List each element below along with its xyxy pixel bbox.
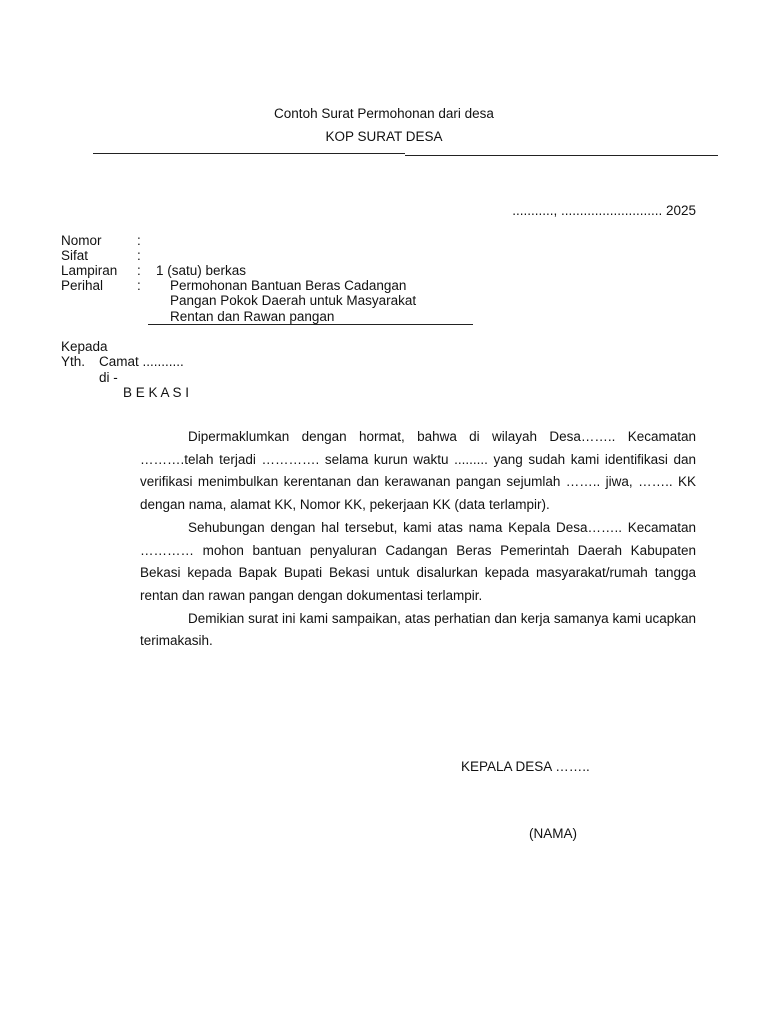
date-line: ..........., ........................... 2025 — [512, 203, 696, 218]
letterhead-rule-left — [93, 153, 405, 154]
document-caption: Contoh Surat Permohonan dari desa — [274, 106, 494, 121]
lampiran-value: 1 (satu) berkas — [156, 263, 247, 278]
perihal-underline — [148, 324, 473, 325]
nomor-label: Nomor — [61, 233, 102, 248]
letterhead-title: KOP SURAT DESA — [325, 129, 443, 144]
nomor-colon: : — [137, 233, 141, 248]
sifat-label: Sifat — [61, 248, 89, 263]
perihal-label: Perihal — [61, 278, 104, 293]
letter-body — [140, 426, 696, 653]
signature-title: KEPALA DESA …….. — [461, 759, 590, 774]
letterhead-rule-right — [405, 155, 718, 156]
perihal-colon: : — [137, 278, 141, 293]
lampiran-colon: : — [137, 263, 141, 278]
kepada-label: Kepada — [61, 339, 108, 354]
body-paragraph-3: Demikian surat ini kami sampaikan, atas perhatian dan kerja samanya kami ucapkan terimakasih. — [140, 610, 696, 649]
city-line: B E K A S I — [123, 385, 190, 400]
perihal-line-1: Permohonan Bantuan Beras Cadangan — [170, 278, 407, 293]
body-paragraph-2: Sehubungan dengan hal tersebut, kami atas nama Kepala Desa…….. Kecamatan ………… mohon bantuan penyaluran Cadangan Beras Pemerintah Daerah Kabupaten Bekasi kepada Bapak Bupati Bekasi untuk disalurkan kepada masyarakat/rumah tangga rentan dan rawan pangan dengan dokumentasi terlampir. — [140, 519, 696, 603]
sifat-colon: : — [137, 248, 141, 263]
yth-label: Yth. — [61, 354, 86, 369]
di-line: di - — [99, 370, 118, 385]
signature-name: (NAMA) — [529, 826, 577, 841]
perihal-line-2: Pangan Pokok Daerah untuk Masyarakat — [170, 293, 417, 308]
perihal-line-3: Rentan dan Rawan pangan — [170, 309, 335, 324]
camat-line: Camat ........... — [99, 354, 184, 369]
body-paragraph-1: Dipermaklumkan dengan hormat, bahwa di wilayah Desa…….. Kecamatan ……….telah terjadi …………. selama kurun waktu ......... yang sudah kami identifikasi dan verifikasi menimbulkan kerentanan dan kerawanan pangan sejumlah …….. jiwa, …….. KK dengan nama, alamat KK, Nomor KK, pekerjaan KK (data terlampir). — [140, 429, 696, 513]
lampiran-label: Lampiran — [61, 263, 118, 278]
